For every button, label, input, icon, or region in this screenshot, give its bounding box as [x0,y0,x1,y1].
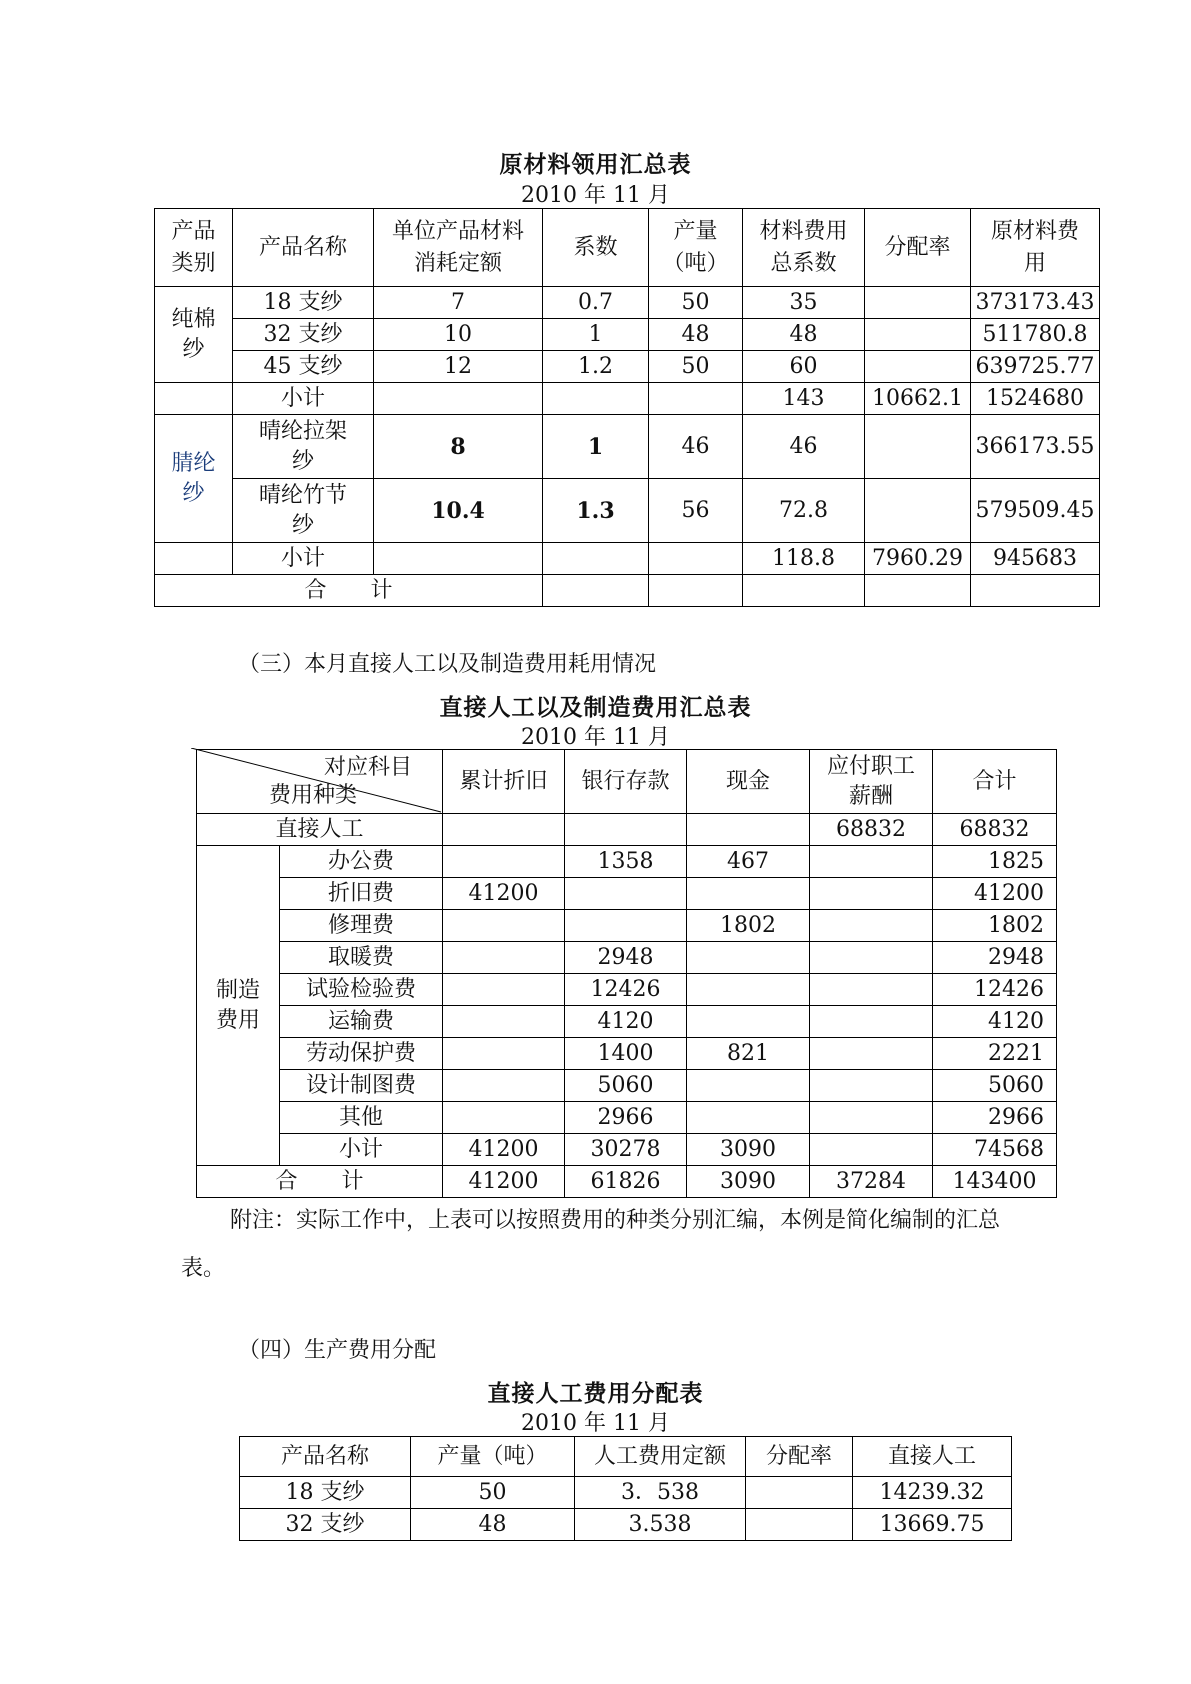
cell: 1400 [565,1038,687,1070]
alloc-table [239,1436,1012,1541]
cell [810,878,933,910]
cell [443,910,565,942]
row-label: 取暖费 [280,942,443,974]
empty-cell [649,543,743,575]
empty-cell [543,575,649,607]
table-row [240,1477,1012,1509]
cell: 68832 [810,814,933,846]
labor-table-date: 2010 年 11 月 [521,725,670,750]
cell [810,846,933,878]
header-product: 产品名称 [233,209,374,287]
total-row [155,575,1100,607]
cell [810,1102,933,1134]
cell: 12426 [933,974,1057,1006]
cell: 14239.32 [853,1477,1012,1509]
diag-top-label: 对应科目 [323,755,412,780]
cell-product: 晴纶拉架 纱 [233,415,374,479]
cell: 30278 [565,1134,687,1166]
cell: 3．538 [575,1477,746,1509]
table-row [197,910,1057,942]
header-quota: 人工费用定额 [575,1437,746,1477]
cell-quota: 8 [374,415,543,479]
cell: 48 [411,1509,575,1541]
cell: 2948 [565,942,687,974]
table-row [155,287,1100,319]
mfg-category: 制造 费用 [197,846,280,1166]
table-row [155,479,1100,543]
subtotal-rate: 7960.29 [865,543,971,575]
cell-cost: 579509.45 [971,479,1100,543]
cell-cost: 366173.55 [971,415,1100,479]
alloc-table-date: 2010 年 11 月 [521,1411,670,1436]
cell: 2221 [933,1038,1057,1070]
cell [443,846,565,878]
cell: 13669.75 [853,1509,1012,1541]
cell [687,1006,810,1038]
cell [687,942,810,974]
diagonal-header-cell [197,750,443,814]
subtotal-cost: 1524680 [971,383,1100,415]
header-rate: 分配率 [746,1437,853,1477]
header-cash: 现金 [687,750,810,814]
row-label: 运输费 [280,1006,443,1038]
cell [565,878,687,910]
cell: 41200 [443,878,565,910]
row-label: 设计制图费 [280,1070,443,1102]
row-label: 修理费 [280,910,443,942]
alloc-header-row [240,1437,1012,1477]
total-label: 合 计 [197,1166,443,1198]
cell [810,974,933,1006]
cell: 1802 [687,910,810,942]
cell-coef: 1 [543,415,649,479]
cell [565,910,687,942]
cell-total-coef: 72.8 [743,479,865,543]
cell-rate [865,415,971,479]
cell: 4120 [933,1006,1057,1038]
cell: 41200 [933,878,1057,910]
cell: 3090 [687,1166,810,1198]
cell-rate [865,479,971,543]
empty-cell [543,383,649,415]
cell-total-coef: 60 [743,351,865,383]
cell [443,942,565,974]
material-table-title: 原材料领用汇总表 [499,151,692,178]
cell [443,1038,565,1070]
cell: 143400 [933,1166,1057,1198]
cell [810,910,933,942]
header-category: 产品 类别 [155,209,233,287]
subtotal-rate: 10662.1 [865,383,971,415]
cell [443,1102,565,1134]
cell: 37284 [810,1166,933,1198]
note-line-2: 表。 [181,1256,226,1281]
cell [687,814,810,846]
header-bank-deposit: 银行存款 [565,750,687,814]
header-rate: 分配率 [865,209,971,287]
cell [687,1102,810,1134]
cell: 467 [687,846,810,878]
cell-coef: 1 [543,319,649,351]
row-label: 折旧费 [280,878,443,910]
cell [443,814,565,846]
table-row [240,1509,1012,1541]
table-row [197,846,1057,878]
material-table-date: 2010 年 11 月 [521,183,670,208]
empty-cell [155,543,233,575]
header-output: 产量（吨） [411,1437,575,1477]
row-label: 试验检验费 [280,974,443,1006]
cell-product: 32 支纱 [233,319,374,351]
labor-header-row [197,750,1057,814]
empty-cell [649,575,743,607]
material-header-row [155,209,1100,287]
cell-cost: 639725.77 [971,351,1100,383]
cell [746,1477,853,1509]
empty-cell [743,575,865,607]
table-row [197,878,1057,910]
header-product: 产品名称 [240,1437,411,1477]
cell [687,878,810,910]
cell [810,1070,933,1102]
header-output: 产量 （吨） [649,209,743,287]
cell-coef: 1.3 [543,479,649,543]
section3-heading: （三）本月直接人工以及制造费用耗用情况 [238,652,657,677]
table-row [197,1070,1057,1102]
row-label: 劳动保护费 [280,1038,443,1070]
cell [565,814,687,846]
table-row [155,319,1100,351]
empty-cell [374,543,543,575]
cell-rate [865,287,971,319]
material-table [154,208,1100,607]
empty-cell [971,575,1100,607]
cell: 12426 [565,974,687,1006]
cell: 2966 [565,1102,687,1134]
empty-cell [543,543,649,575]
header-direct-labor: 直接人工 [853,1437,1012,1477]
row-label: 其他 [280,1102,443,1134]
alloc-table-title: 直接人工费用分配表 [487,1380,704,1407]
subtotal-total-coef: 118.8 [743,543,865,575]
subtotal-label: 小计 [233,383,374,415]
cell [687,974,810,1006]
header-total: 合计 [933,750,1057,814]
table-row [155,351,1100,383]
category-acrylic: 腈纶 纱 [155,415,233,543]
cell-output: 46 [649,415,743,479]
cell: 3.538 [575,1509,746,1541]
table-row [155,415,1100,479]
cell: 41200 [443,1134,565,1166]
header-cost: 原材料费 用 [971,209,1100,287]
cell [810,1134,933,1166]
direct-labor-row [197,814,1057,846]
cell [746,1509,853,1541]
cell [443,1070,565,1102]
cell: 68832 [933,814,1057,846]
header-total-coef: 材料费用 总系数 [743,209,865,287]
cell [810,942,933,974]
row-label: 小计 [280,1134,443,1166]
cell-quota: 12 [374,351,543,383]
table-row [197,1006,1057,1038]
cell-coef: 0.7 [543,287,649,319]
cell [687,1070,810,1102]
cell-rate [865,351,971,383]
cell: 1802 [933,910,1057,942]
cell-rate [865,319,971,351]
cell: 61826 [565,1166,687,1198]
empty-cell [649,383,743,415]
subtotal-cost: 945683 [971,543,1100,575]
row-label: 办公费 [280,846,443,878]
cell-product: 45 支纱 [233,351,374,383]
cell-quota: 10 [374,319,543,351]
cell: 821 [687,1038,810,1070]
cell-output: 50 [649,351,743,383]
diag-bottom-label: 费用种类 [269,783,358,808]
cell: 18 支纱 [240,1477,411,1509]
total-label: 合 计 [155,575,543,607]
subtotal-total-coef: 143 [743,383,865,415]
table-row [197,974,1057,1006]
cell-output: 48 [649,319,743,351]
cell: 5060 [565,1070,687,1102]
cell-product: 晴纶竹节 纱 [233,479,374,543]
cell [810,1006,933,1038]
labor-table [196,749,1057,1198]
empty-cell [155,383,233,415]
cell: 1825 [933,846,1057,878]
cell-cost: 373173.43 [971,287,1100,319]
cell-coef: 1.2 [543,351,649,383]
cell-total-coef: 35 [743,287,865,319]
cell-quota: 10.4 [374,479,543,543]
cell-total-coef: 46 [743,415,865,479]
subtotal-row [155,543,1100,575]
cell-output: 56 [649,479,743,543]
cell-cost: 511780.8 [971,319,1100,351]
header-payroll: 应付职工 薪酬 [810,750,933,814]
cell: 4120 [565,1006,687,1038]
subtotal-row [155,383,1100,415]
cell-total-coef: 48 [743,319,865,351]
table-row [197,1038,1057,1070]
header-coef: 系数 [543,209,649,287]
cell [810,1038,933,1070]
cell-product: 18 支纱 [233,287,374,319]
cell [443,974,565,1006]
cell: 41200 [443,1166,565,1198]
empty-cell [865,575,971,607]
empty-cell [374,383,543,415]
table-row [197,1102,1057,1134]
table-row [197,942,1057,974]
cell: 74568 [933,1134,1057,1166]
cell [443,1006,565,1038]
category-cotton: 纯棉 纱 [155,287,233,383]
direct-labor-label: 直接人工 [197,814,443,846]
cell: 1358 [565,846,687,878]
cell: 32 支纱 [240,1509,411,1541]
labor-table-title: 直接人工以及制造费用汇总表 [439,694,752,721]
cell-output: 50 [649,287,743,319]
header-quota: 单位产品材料 消耗定额 [374,209,543,287]
cell: 5060 [933,1070,1057,1102]
cell: 3090 [687,1134,810,1166]
subtotal-label: 小计 [233,543,374,575]
cell-quota: 7 [374,287,543,319]
total-row [197,1166,1057,1198]
cell: 50 [411,1477,575,1509]
cell: 2948 [933,942,1057,974]
cell: 2966 [933,1102,1057,1134]
note-line-1: 附注：实际工作中，上表可以按照费用的种类分别汇编，本例是简化编制的汇总 [230,1208,1001,1233]
section4-heading: （四）生产费用分配 [238,1338,437,1363]
header-accum-depr: 累计折旧 [443,750,565,814]
subtotal-row [197,1134,1057,1166]
